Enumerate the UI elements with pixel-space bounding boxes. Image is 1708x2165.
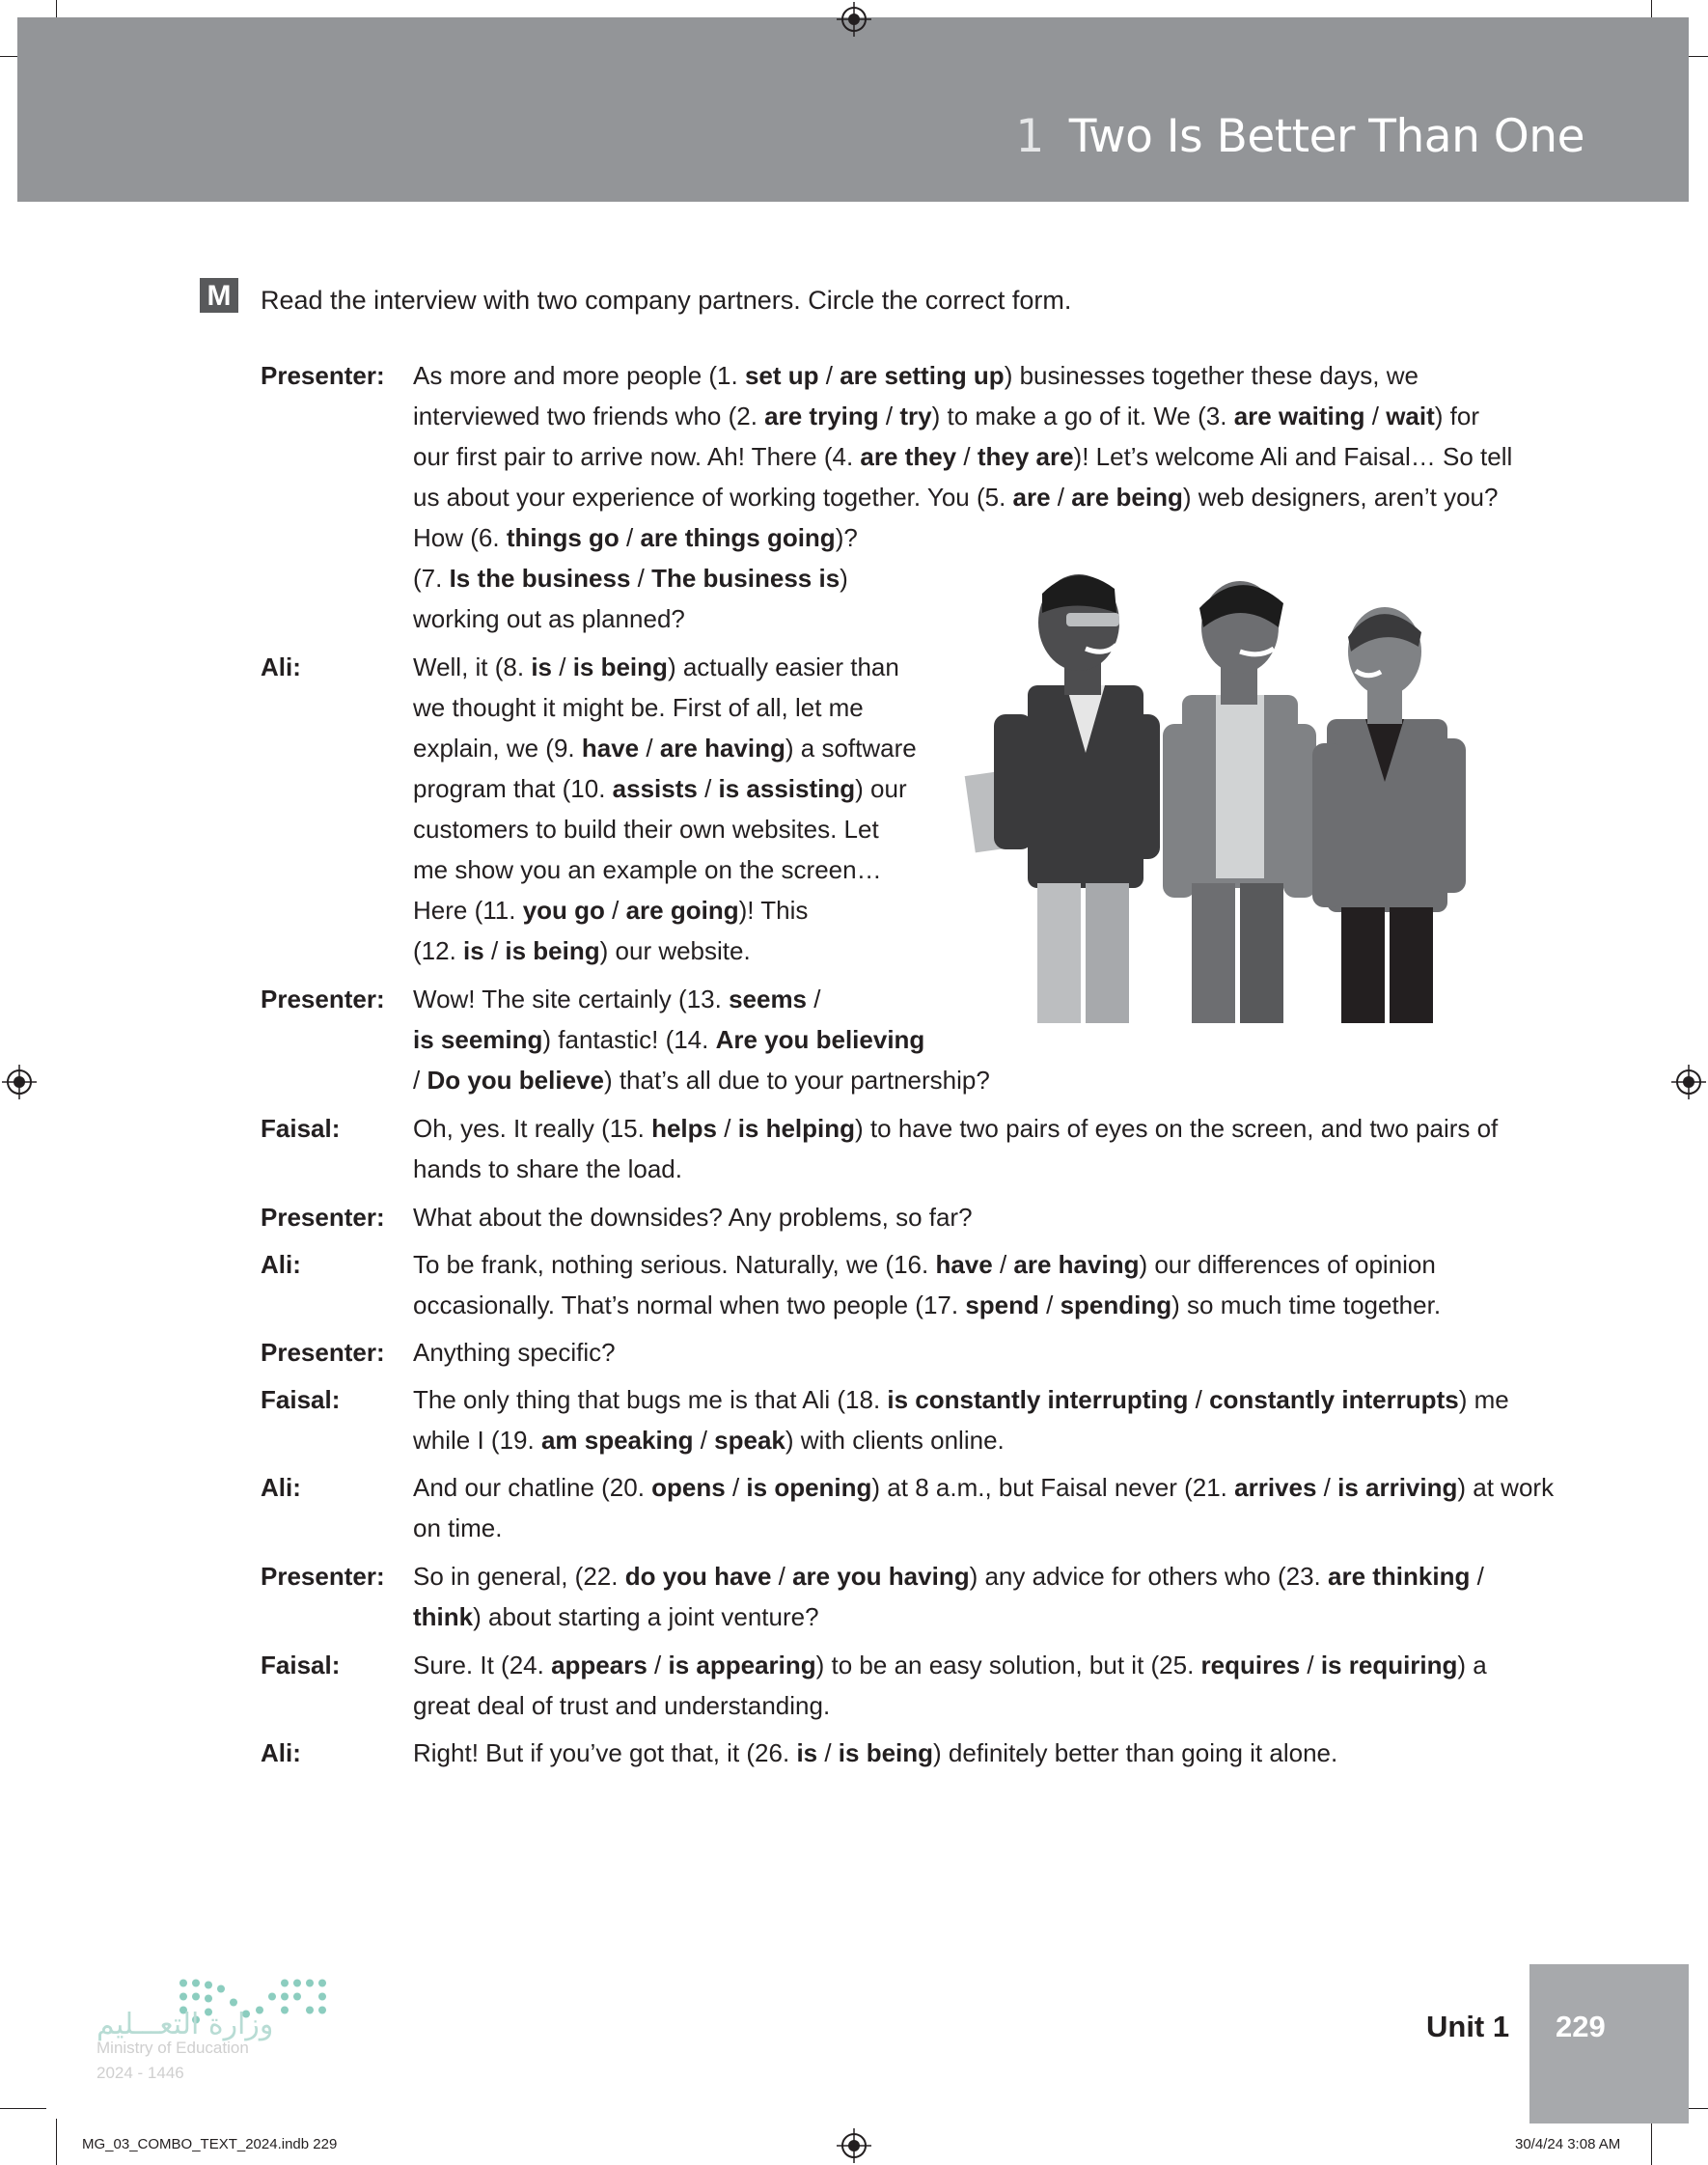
unit-number: 1 xyxy=(1015,110,1044,163)
dialogue-line xyxy=(413,1332,616,1373)
dialogue-line xyxy=(413,396,1479,436)
answer-option[interactable]: helps xyxy=(651,1114,718,1143)
dialogue-text: / xyxy=(1300,1651,1321,1679)
dialogue-line xyxy=(413,355,1419,396)
dialogue-text: Anything specific? xyxy=(413,1338,616,1367)
dialogue-text: occasionally. That’s normal when two people (17. xyxy=(413,1291,966,1319)
dialogue-text: while I (19. xyxy=(413,1426,541,1455)
answer-option[interactable]: is arriving xyxy=(1337,1473,1458,1502)
dialogue-text: How (6. xyxy=(413,523,507,552)
speaker-label: Faisal: xyxy=(261,1651,341,1679)
answer-option[interactable]: is xyxy=(796,1738,818,1767)
dialogue-line xyxy=(413,1019,924,1060)
dialogue-text: ) so much time together. xyxy=(1171,1291,1442,1319)
dialogue-text: program that (10. xyxy=(413,774,613,803)
answer-option[interactable]: is being xyxy=(838,1738,934,1767)
dialogue-text: interviewed two friends who (2. xyxy=(413,402,765,430)
dialogue-text: / xyxy=(483,936,506,965)
dialogue-text: Sure. It (24. xyxy=(413,1651,552,1679)
answer-option[interactable]: think xyxy=(413,1602,474,1631)
answer-option[interactable]: are xyxy=(1012,483,1051,512)
dialogue-line xyxy=(413,768,907,809)
answer-option[interactable]: Do you believe xyxy=(427,1066,604,1095)
dialogue-line xyxy=(413,647,899,687)
dialogue-text: Wow! The site certainly (13. xyxy=(413,985,730,1013)
answer-option[interactable]: are having xyxy=(659,734,785,763)
dialogue-line xyxy=(413,1596,819,1637)
dialogue-line xyxy=(413,1685,830,1726)
dialogue-text: ) definitely better than going it alone. xyxy=(933,1738,1338,1767)
dialogue-text: our first pair to arrive now. Ah! There (4. xyxy=(413,442,861,471)
dialogue-line xyxy=(413,1508,503,1548)
dialogue-text: ) about starting a joint venture? xyxy=(473,1602,819,1631)
people-illustration xyxy=(950,560,1539,1023)
answer-option[interactable]: constantly interrupts xyxy=(1209,1385,1459,1414)
dialogue-line xyxy=(413,1467,1554,1508)
answer-option[interactable]: is xyxy=(531,652,553,681)
ministry-name-arabic: وزارة التعـــليم xyxy=(96,2008,274,2041)
dialogue-text: us about your experience of working together. You (5. xyxy=(413,483,1013,512)
registration-mark-icon xyxy=(1671,1065,1706,1099)
dialogue-text: me show you an example on the screen… xyxy=(413,855,882,884)
crop-mark xyxy=(0,2108,46,2109)
dialogue-text: ) xyxy=(840,564,848,593)
dialogue-text: / xyxy=(807,985,821,1013)
answer-option[interactable]: is xyxy=(463,936,484,965)
dialogue-text: )! This xyxy=(738,896,809,925)
answer-option[interactable]: spending xyxy=(1060,1291,1172,1319)
answer-option[interactable]: are trying xyxy=(764,402,879,430)
dialogue-line xyxy=(413,1060,990,1100)
dialogue-text: / xyxy=(1050,483,1072,512)
dialogue-line xyxy=(413,598,685,639)
registration-mark-icon xyxy=(2,1065,37,1099)
dialogue-text: So in general, (22. xyxy=(413,1562,625,1591)
dialogue-text: great deal of trust and understanding. xyxy=(413,1691,831,1720)
speaker-label: Faisal: xyxy=(261,1114,341,1143)
speaker-label: Presenter: xyxy=(261,1203,385,1232)
dialogue-text: ) for xyxy=(1434,402,1479,430)
dialogue-text: ) a xyxy=(1457,1651,1487,1679)
answer-option[interactable]: speak xyxy=(714,1426,785,1455)
dialogue-text: / xyxy=(619,523,641,552)
dialogue-line xyxy=(413,1645,1487,1685)
dialogue-line xyxy=(413,1108,1498,1149)
answer-option[interactable]: assists xyxy=(612,774,698,803)
answer-option[interactable]: are waiting xyxy=(1233,402,1365,430)
answer-option[interactable]: are things going xyxy=(640,523,836,552)
print-slug-date: 30/4/24 3:08 AM xyxy=(1515,2136,1621,2152)
dialogue-text: )? xyxy=(835,523,858,552)
unit-title-text: Two Is Better Than One xyxy=(1068,110,1584,163)
answer-option[interactable]: are setting up xyxy=(840,361,1005,390)
dialogue-text: ) fantastic! (14. xyxy=(542,1025,716,1054)
dialogue-line xyxy=(413,517,858,558)
dialogue-text: / xyxy=(771,1562,793,1591)
answer-option[interactable]: are you having xyxy=(792,1562,970,1591)
dialogue-text: / xyxy=(647,1651,669,1679)
dialogue-line xyxy=(413,558,848,598)
crop-mark xyxy=(56,2119,57,2165)
dialogue-text: / xyxy=(697,774,719,803)
answer-option[interactable]: Is the business xyxy=(449,564,631,593)
dialogue-text: / xyxy=(1038,1291,1061,1319)
dialogue-text: )! Let’s welcome Ali and Faisal… So tell xyxy=(1073,442,1513,471)
speaker-label: Ali: xyxy=(261,1473,301,1502)
answer-option[interactable]: am speaking xyxy=(540,1426,694,1455)
answer-option[interactable]: appears xyxy=(551,1651,647,1679)
dialogue-text: / xyxy=(1316,1473,1338,1502)
dialogue-text: Right! But if you’ve got that, it (26. xyxy=(413,1738,797,1767)
dialogue-line xyxy=(413,1149,682,1189)
unit-title xyxy=(1015,110,1584,163)
dialogue-text: ) a software xyxy=(785,734,917,763)
speaker-label: Ali: xyxy=(261,1738,301,1767)
answer-option[interactable]: is appearing xyxy=(668,1651,816,1679)
dialogue-line xyxy=(413,1556,1484,1596)
speaker-label: Ali: xyxy=(261,652,301,681)
answer-option[interactable]: are they xyxy=(860,442,957,471)
dialogue-text: ) me xyxy=(1458,1385,1509,1414)
dialogue-text: ) web designers, aren’t you? xyxy=(1182,483,1499,512)
dialogue-text: ) our website. xyxy=(599,936,751,965)
dialogue-text: hands to share the load. xyxy=(413,1154,682,1183)
dialogue-text: / xyxy=(630,564,652,593)
registration-mark-icon xyxy=(837,2,871,37)
dialogue-text: Well, it (8. xyxy=(413,652,532,681)
speaker-label: Presenter: xyxy=(261,985,385,1013)
answer-option[interactable]: is helping xyxy=(737,1114,856,1143)
dialogue-text: ) any advice for others who (23. xyxy=(969,1562,1328,1591)
dialogue-text: / xyxy=(956,442,978,471)
speaker-label: Presenter: xyxy=(261,361,385,390)
answer-option[interactable]: wait xyxy=(1386,402,1435,430)
dialogue-text: / xyxy=(992,1250,1014,1279)
dialogue-text: ) our xyxy=(855,774,907,803)
answer-option[interactable]: spend xyxy=(965,1291,1039,1319)
answer-option[interactable]: are being xyxy=(1071,483,1183,512)
dialogue-text: / xyxy=(878,402,900,430)
dialogue-text: ) our differences of opinion xyxy=(1139,1250,1436,1279)
answer-option[interactable]: are going xyxy=(625,896,739,925)
dialogue-line xyxy=(413,890,808,930)
exercise-instruction: Read the interview with two company partners. Circle the correct form. xyxy=(261,286,1072,315)
dialogue-text: explain, we (9. xyxy=(413,734,582,763)
dialogue-text: Here (11. xyxy=(413,896,523,925)
dialogue-text: ) to have two pairs of eyes on the screen, and two pairs of xyxy=(855,1114,1499,1143)
dialogue-text: / xyxy=(552,652,573,681)
dialogue-text: ) actually easier than xyxy=(667,652,899,681)
answer-option[interactable]: requires xyxy=(1200,1651,1301,1679)
answer-option[interactable]: is opening xyxy=(746,1473,872,1502)
dialogue-text: (12. xyxy=(413,936,464,965)
answer-option[interactable]: arrives xyxy=(1234,1473,1317,1502)
dialogue-text: ) to be an easy solution, but it (25. xyxy=(815,1651,1201,1679)
answer-option[interactable]: is being xyxy=(505,936,600,965)
answer-option[interactable]: are thinking xyxy=(1327,1562,1471,1591)
dialogue-text: Oh, yes. It really (15. xyxy=(413,1114,652,1143)
dialogue-line xyxy=(413,477,1498,517)
dialogue-line xyxy=(413,849,882,890)
dialogue-text: ) to make a go of it. We (3. xyxy=(931,402,1234,430)
answer-option[interactable]: do you have xyxy=(624,1562,772,1591)
answer-option[interactable]: set up xyxy=(744,361,819,390)
page-tab xyxy=(1529,1964,1689,2123)
answer-option[interactable]: try xyxy=(899,402,932,430)
dialogue-text: ) with clients online. xyxy=(785,1426,1005,1455)
dialogue-text: The only thing that bugs me is that Ali (18. xyxy=(413,1385,888,1414)
section-marker: M xyxy=(200,278,238,313)
dialogue-text: / xyxy=(717,1114,738,1143)
dialogue-text: ) at work xyxy=(1457,1473,1555,1502)
dialogue-text: / xyxy=(413,1066,427,1095)
answer-option[interactable]: have xyxy=(581,734,640,763)
dialogue-line xyxy=(413,979,820,1019)
dialogue-line xyxy=(413,1285,1441,1325)
answer-option[interactable]: is requiring xyxy=(1320,1651,1458,1679)
dialogue-text: / xyxy=(639,734,660,763)
dialogue-text: As more and more people (1. xyxy=(413,361,745,390)
answer-option[interactable]: is constantly interrupting xyxy=(887,1385,1189,1414)
crop-mark xyxy=(1651,2119,1652,2165)
answer-option[interactable]: they are xyxy=(977,442,1074,471)
answer-option[interactable]: The business is xyxy=(651,564,840,593)
answer-option[interactable]: have xyxy=(935,1250,993,1279)
dialogue-text: What about the downsides? Any problems, so far? xyxy=(413,1203,973,1232)
dialogue-line xyxy=(413,1197,973,1237)
ministry-year: 2024 - 1446 xyxy=(96,2064,184,2082)
dialogue-text: / xyxy=(1188,1385,1210,1414)
dialogue-line xyxy=(413,1420,1005,1460)
unit-label: Unit 1 xyxy=(1426,2010,1510,2043)
answer-option[interactable]: are having xyxy=(1013,1250,1140,1279)
dialogue-line xyxy=(413,1244,1436,1285)
speaker-label: Ali: xyxy=(261,1250,301,1279)
speaker-label: Presenter: xyxy=(261,1562,385,1591)
dialogue-text: ) that’s all due to your partnership? xyxy=(603,1066,990,1095)
dialogue-line xyxy=(413,809,879,849)
dialogue-line xyxy=(413,687,864,728)
dialogue-text: ) businesses together these days, we xyxy=(1004,361,1419,390)
answer-option[interactable]: opens xyxy=(651,1473,726,1502)
speaker-label: Faisal: xyxy=(261,1385,341,1414)
dialogue-text: / xyxy=(725,1473,747,1502)
dialogue-text: / xyxy=(818,361,840,390)
dialogue-text: / xyxy=(1364,402,1387,430)
dialogue-text: / xyxy=(817,1738,839,1767)
dialogue-text: we thought it might be. First of all, let me xyxy=(413,693,864,722)
print-slug-file: MG_03_COMBO_TEXT_2024.indb 229 xyxy=(82,2136,338,2152)
dialogue-line xyxy=(413,1379,1509,1420)
answer-option[interactable]: things go xyxy=(506,523,620,552)
answer-option[interactable]: Are you believing xyxy=(715,1025,925,1054)
dialogue-line xyxy=(413,1733,1337,1773)
dialogue-text: ) at 8 a.m., but Faisal never (21. xyxy=(871,1473,1235,1502)
answer-option[interactable]: seems xyxy=(729,985,808,1013)
ministry-name-english: Ministry of Education xyxy=(96,2039,249,2057)
dialogue-text: customers to build their own websites. Let xyxy=(413,815,879,844)
registration-mark-icon xyxy=(837,2128,871,2163)
answer-option[interactable]: is being xyxy=(572,652,668,681)
page-number: 229 xyxy=(1556,2010,1606,2043)
dialogue-text: working out as planned? xyxy=(413,604,685,633)
dialogue-line xyxy=(413,436,1512,477)
dialogue-text: / xyxy=(1470,1562,1484,1591)
speaker-label: Presenter: xyxy=(261,1338,385,1367)
dialogue-text: / xyxy=(693,1426,715,1455)
answer-option[interactable]: is seeming xyxy=(413,1025,543,1054)
answer-option[interactable]: you go xyxy=(522,896,605,925)
dialogue-line xyxy=(413,728,917,768)
dialogue-text: And our chatline (20. xyxy=(413,1473,652,1502)
dialogue-line xyxy=(413,930,751,971)
dialogue-text: / xyxy=(604,896,626,925)
dialogue-text: (7. xyxy=(413,564,450,593)
answer-option[interactable]: is assisting xyxy=(718,774,856,803)
dialogue-text: To be frank, nothing serious. Naturally, we (16. xyxy=(413,1250,936,1279)
dialogue-text: on time. xyxy=(413,1513,503,1542)
